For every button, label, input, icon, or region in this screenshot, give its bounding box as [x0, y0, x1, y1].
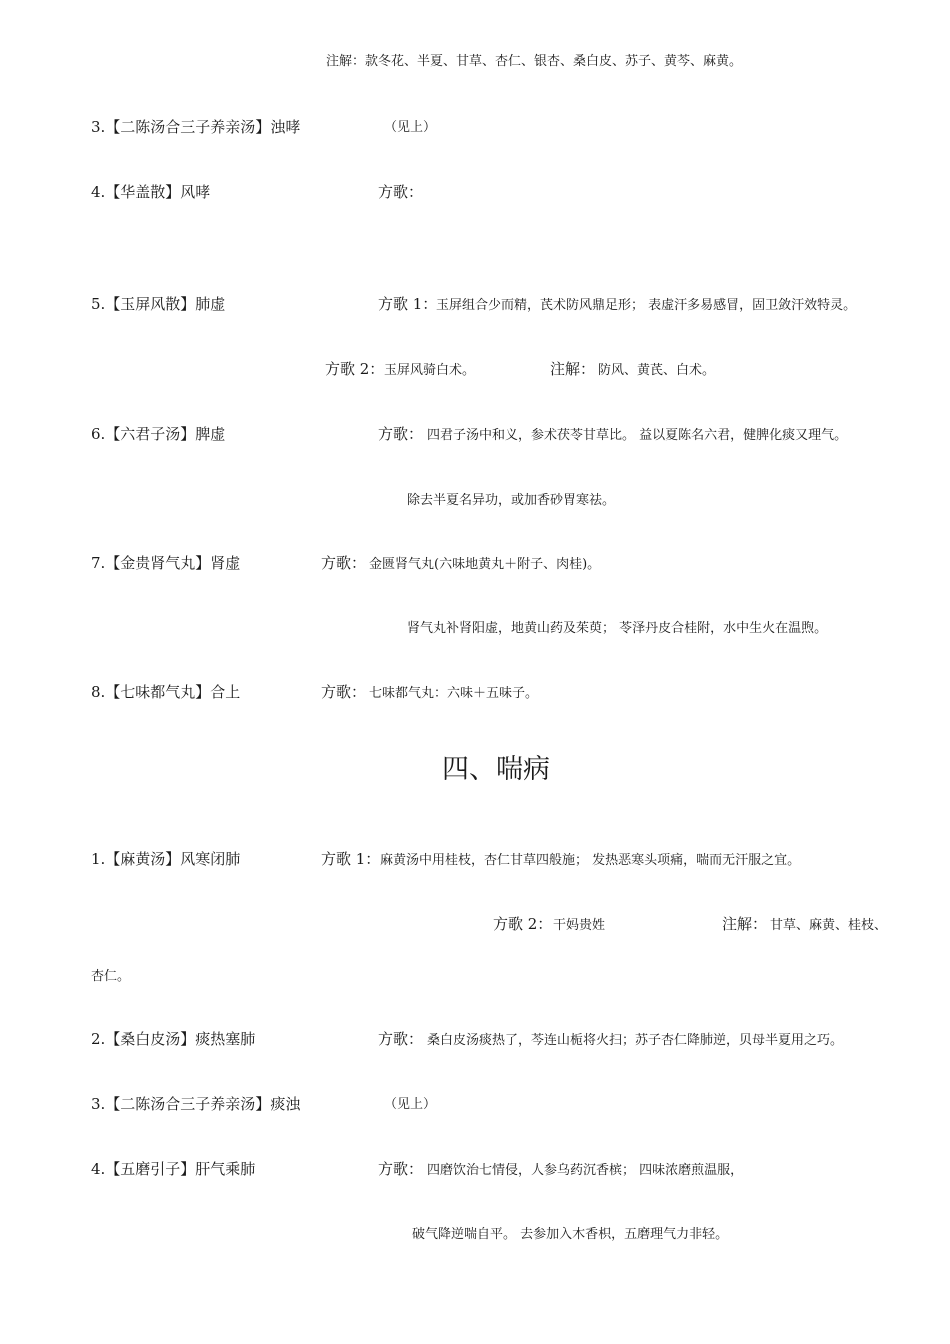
section-heading: 四、喘病 — [442, 754, 550, 785]
formula-heading: 4.【华盖散】风哮 — [91, 183, 211, 201]
formula-heading: 3.【二陈汤合三子养亲汤】浊哮 — [91, 118, 301, 136]
verse-text: 破气降逆喘自平。 去参加入木香枳，五磨理气力非轻。 — [412, 1227, 729, 1242]
verse-label: 方歌： — [378, 183, 424, 201]
formula-heading: 7.【金贵肾气丸】肾虚 — [91, 554, 241, 572]
formula-heading: 8.【七味都气丸】合上 — [91, 683, 241, 701]
verse-text: 麻黄汤中用桂枝，杏仁甘草四般施； 发热恶寒头项痛，喘而无汗服之宜。 — [380, 853, 801, 868]
verse-label: 方歌： — [378, 425, 424, 443]
verse-label: 方歌 1： — [321, 850, 381, 868]
annotation-label: 注解： — [722, 915, 768, 933]
formula-heading: 2.【桑白皮汤】痰热塞肺 — [91, 1030, 256, 1048]
verse-label: 方歌 2： — [493, 915, 553, 933]
annotation-text: 杏仁。 — [91, 969, 131, 984]
annotation-label: 注解： — [550, 360, 596, 378]
verse-label: 方歌： — [378, 1030, 424, 1048]
verse-text: 四君子汤中和义，参术茯苓甘草比。 益以夏陈名六君，健脾化痰又理气。 — [427, 428, 848, 443]
verse-text: 肾气丸补肾阳虚，地黄山药及茱萸； 苓泽丹皮合桂附，水中生火在温煦。 — [407, 621, 828, 636]
annotation-text: 防风、黄芪、白术。 — [598, 363, 716, 378]
annotation-line: 注解：款冬花、半夏、甘草、杏仁、银杏、桑白皮、苏子、黄芩、麻黄。 — [326, 54, 743, 69]
formula-heading: 6.【六君子汤】脾虚 — [91, 425, 226, 443]
see-above-note: （见上） — [384, 120, 437, 135]
verse-text: 金匮肾气丸(六味地黄丸＋附子、肉桂)。 — [369, 557, 601, 572]
verse-text: 玉屏风骑白术。 — [384, 363, 476, 378]
verse-text: 玉屏组合少而精，芪术防风鼎足形； 表虚汗多易感冒，固卫敛汗效特灵。 — [436, 298, 857, 313]
verse-text: 除去半夏名异功，或加香砂胃寒祛。 — [407, 493, 616, 508]
verse-text: 干妈贵姓 — [553, 918, 606, 933]
see-above-note: （见上） — [384, 1097, 437, 1112]
annotation-text: 甘草、麻黄、桂枝、 — [770, 918, 888, 933]
formula-heading: 5.【玉屏风散】肺虚 — [91, 295, 226, 313]
verse-label: 方歌： — [378, 1160, 424, 1178]
verse-text: 四磨饮治七情侵，人参乌药沉香槟； 四味浓磨煎温服， — [427, 1163, 744, 1178]
verse-label: 方歌 2： — [325, 360, 385, 378]
verse-label: 方歌： — [321, 554, 367, 572]
verse-text: 桑白皮汤痰热了，芩连山栀将火扫；苏子杏仁降肺逆，贝母半夏用之巧。 — [427, 1033, 844, 1048]
formula-heading: 4.【五磨引子】肝气乘肺 — [91, 1160, 256, 1178]
verse-label: 方歌 1： — [378, 295, 438, 313]
formula-heading: 1.【麻黄汤】风寒闭肺 — [91, 850, 241, 868]
formula-heading: 3.【二陈汤合三子养亲汤】痰浊 — [91, 1095, 301, 1113]
verse-label: 方歌： — [321, 683, 367, 701]
verse-text: 七味都气丸：六味＋五味子。 — [369, 686, 539, 701]
